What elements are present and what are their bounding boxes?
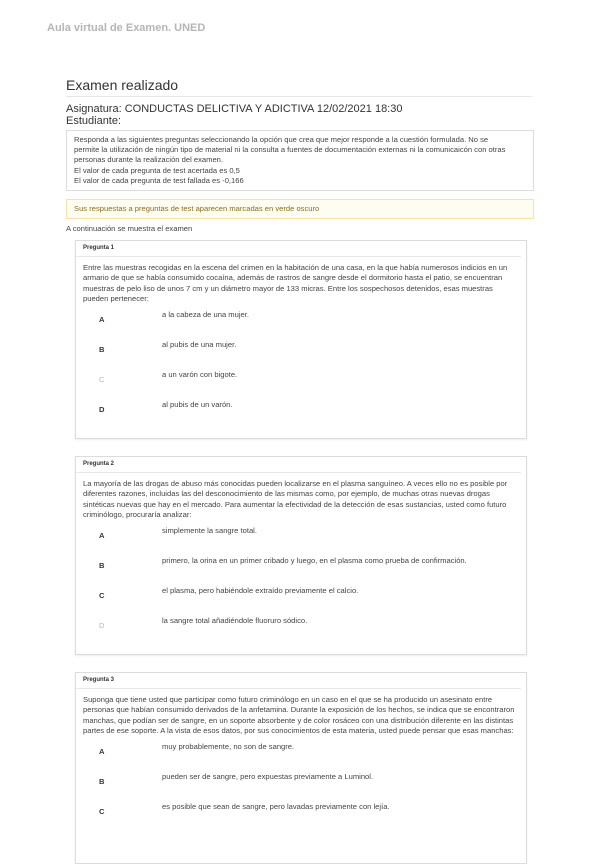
option-text: el plasma, pero habiéndole extraído previamente el calcio. <box>162 586 359 596</box>
answer-option-a[interactable] <box>76 738 526 768</box>
option-text: es posible que sean de sangre, pero lavadas previamente con lejía. <box>162 802 390 812</box>
option-text: simplemente la sangre total. <box>162 526 257 536</box>
question-card-2 <box>75 456 527 655</box>
option-letter: B <box>99 777 105 787</box>
answers-notice: Sus respuestas a preguntas de test aparecen marcadas en verde oscuro <box>66 199 534 219</box>
option-text: pueden ser de sangre, pero expuestas previamente a Luminol. <box>162 772 374 782</box>
instructions-line: personas durante la realización del examen. <box>74 155 224 165</box>
question-text: Entre las muestras recogidas en la escena del crimen en la habitación de una casa, en la que había numerosos indicios en un armario de que se había consumido cocaína, además de rastros de sangre desde el dormitorio hasta el patio, se encuentran muestras de pelo liso de unos 7 cm y un diámetro mayor de 133 micras. Entre los sospechosos detenidos, esas muestras pueden pertenecer: <box>83 263 508 303</box>
option-letter: D <box>99 621 105 631</box>
option-letter: B <box>99 561 105 571</box>
answer-option-b[interactable] <box>76 336 526 366</box>
exam-lead-text: A continuación se muestra el examen <box>66 224 193 233</box>
answer-option-c[interactable] <box>76 798 526 828</box>
instructions-line: El valor de cada pregunta de test fallada es -0,166 <box>74 175 244 185</box>
answer-option-a[interactable] <box>76 306 526 336</box>
page-title: Examen realizado <box>66 77 179 93</box>
answer-option-b[interactable] <box>76 552 526 582</box>
option-letter: A <box>99 531 105 541</box>
site-title: Aula virtual de Examen. UNED <box>47 22 206 34</box>
option-text: al pubis de un varón. <box>162 400 233 410</box>
option-letter: C <box>99 375 105 385</box>
answer-option-c[interactable] <box>76 582 526 612</box>
instructions-box <box>66 130 534 191</box>
answer-option-b[interactable] <box>76 768 526 798</box>
question-card-3 <box>75 672 527 864</box>
option-text: a un varón con bigote. <box>162 370 238 380</box>
title-divider <box>66 96 532 97</box>
instructions-line: Responda a las siguientes preguntas seleccionando la opción que crea que mejor responde a la cuestión formulada. No se <box>74 135 489 144</box>
option-letter: A <box>99 747 105 757</box>
answer-option-d[interactable] <box>76 612 526 642</box>
answer-option-c[interactable] <box>76 366 526 396</box>
option-letter: C <box>99 591 105 601</box>
option-letter: A <box>99 315 105 325</box>
option-letter: C <box>99 807 105 817</box>
question-header: Pregunta 3 <box>76 673 521 689</box>
question-text: Suponga que tiene usted que participar como futuro criminólogo en un caso en el que se ha producido un asesinato entre personas que habían consumido derivados de la anfetamina. Durante la exposición de los hechos, se indica que se encontraron manchas, que podían ser de sangre, en un soporte absorbente y de color rosáceo con una distribución diferente en las distintas partes de ese soporte. A la vista de esos datos, por sus conocimientos de esta materia, usted puede pensar que esas manchas: <box>83 695 515 735</box>
option-letter: D <box>99 405 105 415</box>
instructions-line: permite la utilización de ningún tipo de material ni la consulta a fuentes de documentación externas ni la comunicaicón con otras <box>74 145 506 155</box>
answer-option-a[interactable] <box>76 522 526 552</box>
question-header: Pregunta 1 <box>76 241 521 257</box>
student-line: Estudiante: <box>66 115 122 127</box>
question-text: La mayoría de las drogas de abuso más conocidas pueden localizarse en el plasma sanguíneo. A veces ello no es posible por diferentes razones, incluidas las del desconocimiento de las mismas como, por ejemplo, de muchas otras nuevas drogas sintéticas nuevas que hay en el mercado. Para aumentar la efectividad de la detección de esas sustancias, usted como futuro criminólogo, procuraría analizar: <box>83 479 508 519</box>
exam-subject <box>66 103 402 127</box>
option-text: muy probablemente, no son de sangre. <box>162 742 295 752</box>
option-text: primero, la orina en un primer cribado y luego, en el plasma como prueba de confirmación. <box>162 556 467 566</box>
instructions-line: El valor de cada pregunta de test acertada es 0,5 <box>74 165 240 175</box>
option-letter: B <box>99 345 105 355</box>
question-card-1 <box>75 240 527 439</box>
option-text: al pubis de una mujer. <box>162 340 237 350</box>
subject-line: Asignatura: CONDUCTAS DELICTIVA Y ADICTIVA 12/02/2021 18:30 <box>66 103 403 115</box>
option-text: la sangre total añadiéndole fluoruro sódico. <box>162 616 308 626</box>
answer-option-d[interactable] <box>76 396 526 426</box>
option-text: a la cabeza de una mujer. <box>162 310 249 320</box>
question-header: Pregunta 2 <box>76 457 521 473</box>
